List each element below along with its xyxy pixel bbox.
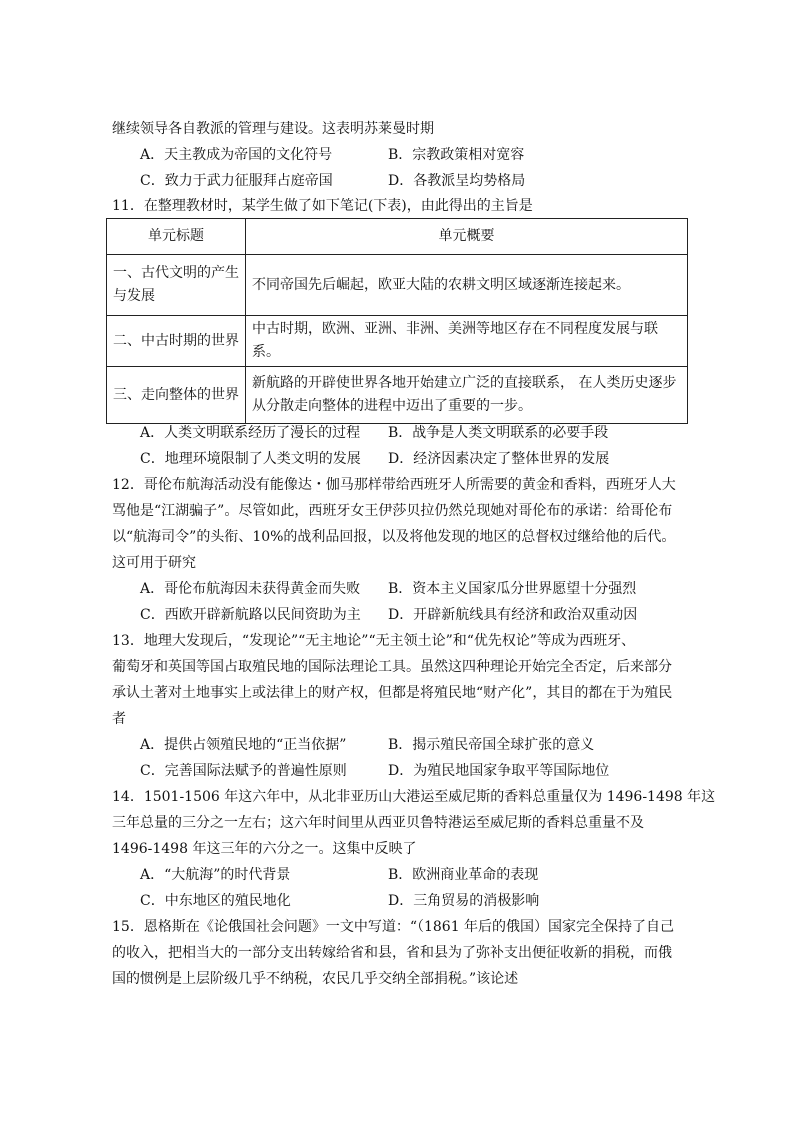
q14-option-b: B．欧洲商业革命的表现 — [388, 867, 539, 883]
q10-stem-tail: 继续领导各自教派的管理与建设。这表明苏莱曼时期 — [112, 121, 434, 137]
q12-option-d: D．开辟新航线具有经济和政治双重动因 — [388, 607, 638, 623]
q13-stem-line: 者 — [112, 711, 126, 727]
unit-summary-line: 从分散走向整体的进程中迈出了重要的一步。 — [252, 398, 532, 414]
q10-option-a: A．天主教成为帝国的文化符号 — [140, 147, 333, 163]
q13-option-a: A．提供占领殖民地的“正当依据” — [140, 737, 347, 753]
unit-title-line: 与发展 — [113, 288, 155, 304]
unit-summary-line: 不同帝国先后崛起，欧亚大陆的农耕文明区域逐渐连接起来。 — [252, 276, 630, 293]
q15-stem-line: 的收入，把相当大的一部分支出转嫁给省和县，省和县为了弥补支出便征收新的捐税，而俄 — [112, 945, 672, 961]
q11-stem: 11．在整理教材时，某学生做了如下笔记(下表)，由此得出的主旨是 — [112, 198, 533, 214]
q11-option-c: C．地理环境限制了人类文明的发展 — [140, 451, 361, 467]
unit-title-line: 三、走向整体的世界 — [113, 386, 239, 403]
q15-stem-line: 15．恩格斯在《论俄国社会问题》一文中写道：“（1861 年后的俄国）国家完全保持了自己 — [112, 919, 675, 935]
unit-title-cell — [107, 255, 246, 316]
q14-option-d: D．三角贸易的消极影响 — [388, 893, 540, 909]
q12-stem-line: 以“航海司令”的头衔、10%的战利品回报，以及将他发现的地区的总督权过继给他的后代。 — [112, 529, 676, 545]
unit-title-cell — [107, 367, 246, 424]
q13-option-c: C．完善国际法赋予的普遍性原则 — [140, 763, 347, 779]
q12-option-b: B．资本主义国家瓜分世界愿望十分强烈 — [388, 581, 637, 597]
q12-stem-line: 骂他是“江湖骗子”。尽管如此，西班牙女王伊莎贝拉仍然兑现她对哥伦布的承诺：给哥伦布 — [112, 503, 673, 519]
table-row — [107, 367, 688, 424]
unit-title-cell — [107, 316, 246, 367]
q11-option-b: B．战争是人类文明联系的必要手段 — [388, 425, 609, 441]
q14-stem-line: 14．1501-1506 年这六年中，从北非亚历山大港运至威尼斯的香料总重量仅为 1496-1498 年这 — [112, 789, 716, 805]
unit-summary-line: 中古时期，欧洲、亚洲、非洲、美洲等地区存在不同程度发展与联系。 — [252, 321, 658, 360]
table-row — [107, 255, 688, 316]
q15-stem-line: 国的惯例是上层阶级几乎不纳税，农民几乎交纳全部捐税。”该论述 — [112, 971, 519, 987]
unit-summary-line: 新航路的开辟使世界各地开始建立广泛的直接联系， 在人类历史逐步 — [252, 375, 677, 391]
q11-option-a: A．人类文明联系经历了漫长的过程 — [140, 425, 361, 441]
q13-stem-line: 葡萄牙和英国等国占取殖民地的国际法理论工具。虽然这四种理论开始完全否定，后来部分 — [112, 659, 672, 675]
unit-title-line: 二、中古时期的世界 — [113, 332, 239, 349]
q13-option-d: D．为殖民地国家争取平等国际地位 — [388, 763, 610, 779]
unit-title-line: 一、古代文明的产生 — [113, 265, 239, 281]
q13-option-b: B．揭示殖民帝国全球扩张的意义 — [388, 737, 595, 753]
q13-stem-line: 13．地理大发现后，“发现论”“无主地论”“无主领土论”和“优先权论”等成为西班牙、 — [112, 633, 636, 649]
table-row — [107, 316, 688, 367]
unit-summary-cell — [246, 367, 688, 424]
q10-option-b: B．宗教政策相对宽容 — [388, 147, 525, 163]
q12-option-a: A．哥伦布航海因未获得黄金而失败 — [140, 581, 361, 597]
q14-stem-line: 三年总量的三分之一左右；这六年时间里从西亚贝鲁特港运至威尼斯的香料总重量不及 — [112, 815, 644, 831]
q12-stem-line: 这可用于研究 — [112, 555, 196, 571]
unit-summary-cell — [246, 255, 688, 316]
table-header-unit-title: 单元标题 — [107, 219, 246, 255]
table-header-unit-summary: 单元概要 — [246, 219, 688, 255]
unit-notes-table — [106, 218, 688, 424]
q14-option-a: A．“大航海”的时代背景 — [140, 867, 291, 883]
unit-summary-cell — [246, 316, 688, 367]
q10-option-c: C．致力于武力征服拜占庭帝国 — [140, 173, 333, 189]
q12-option-c: C．西欧开辟新航路以民间资助为主 — [140, 607, 361, 623]
q14-option-c: C．中东地区的殖民地化 — [140, 893, 291, 909]
q13-stem-line: 承认土著对土地事实上或法律上的财产权，但都是将殖民地“财产化”，其目的都在于为殖民 — [112, 685, 673, 701]
q14-stem-line: 1496-1498 年这三年的六分之一。这集中反映了 — [112, 841, 417, 857]
q11-option-d: D．经济因素决定了整体世界的发展 — [388, 451, 610, 467]
q10-option-d: D．各教派呈均势格局 — [388, 173, 526, 189]
q12-stem-line: 12．哥伦布航海活动没有能像达・伽马那样带给西班牙人所需要的黄金和香料，西班牙人大 — [112, 477, 676, 493]
